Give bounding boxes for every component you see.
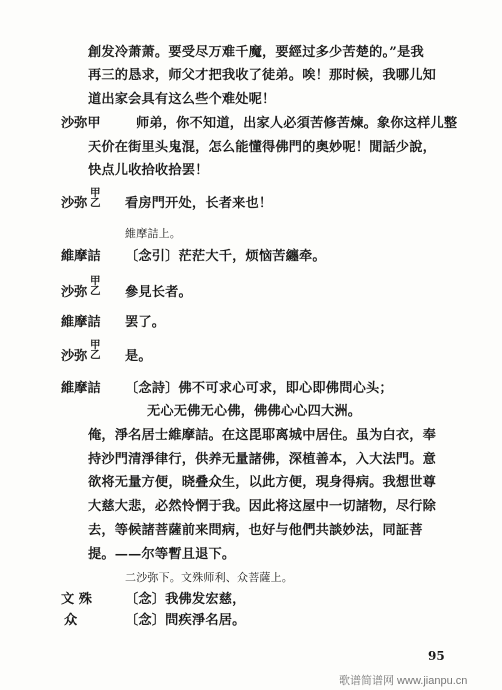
dialogue-line: 看房門开处，长者来也！ [125,196,273,211]
speaker-yi: 乙 [90,285,101,297]
speaker-jia: 甲 [90,187,101,199]
speaker-jia: 甲 [90,275,101,287]
speaker-pair [90,340,101,360]
dialogue-line: 大慈大悲，必然怜惘于我。因此将这屋中一切諸物，尽行除 [88,499,437,514]
dialogue-line: 去，等候諸菩薩前来問病，也好与他們共談妙法，同証菩 [88,523,423,538]
stage-direction: 維摩詰上。 [125,227,181,240]
speaker-jia: 甲 [90,339,101,351]
dialogue-line: 快点儿收拾收拾罢！ [88,163,209,178]
text-line: 創发冷萧萧。要受尽万难千魔，要經过多少苦楚的。”是我 [88,45,424,60]
dialogue-line: 〔念引〕茫茫大千，烦恼苦纏牵。 [125,249,326,264]
speaker-name: 沙弥 [61,196,88,211]
speaker-name: 維摩詰 [61,249,101,264]
dialogue-line: 提。——尔等暫且退下。 [88,547,236,562]
speaker-yi: 乙 [90,197,101,209]
speaker-name: 文 殊 [61,592,92,607]
dialogue-line: 〔念〕問疾淨名居。 [125,613,246,628]
stage-direction: 二沙弥下。文殊师利、众菩薩上。 [125,571,293,584]
speaker-name: 沙弥 [61,349,88,364]
text-line: 再三的恳求，师父才把我收了徒弟。唉！那时候，我哪儿知 [88,68,437,83]
site-watermark: 歌谱简谱网 www.jianpu.cn [339,675,468,687]
dialogue-line: 是。 [125,349,152,364]
dialogue-line: 持沙門清淨律行，供养无量諸佛，深植善本，入大法門。意 [88,452,437,467]
text-line: 道出家会具有这么些个难处呢！ [88,92,276,107]
speaker-name: 沙弥甲 [61,116,101,131]
dialogue-line: 俺，淨名居士維摩詰。在这毘耶离城中居住。虽为白衣，奉 [88,428,437,443]
speaker-pair [90,276,101,296]
speaker-name: 維摩詰 [61,315,101,330]
poem-line: 无心无佛无心佛，佛佛心心四大洲。 [147,404,362,419]
dialogue-line: 罢了。 [125,315,166,330]
dialogue-line: 〔念〕我佛发宏慈， [125,592,246,607]
dialogue-line: 天价在街里头鬼混，怎么能懂得佛門的奥妙呢！閒話少說， [88,140,437,155]
speaker-pair [90,188,101,208]
page-number: 95 [428,649,445,663]
dialogue-line: 师弟，你不知道，出家人必須苦修苦煉。象你这样儿整 [136,116,458,131]
speaker-yi: 乙 [90,349,101,361]
speaker-name: 众 [64,613,78,628]
speaker-name: 維摩詰 [61,381,101,396]
speaker-name: 沙弥 [61,285,88,300]
poem-line: 〔念詩〕佛不可求心可求，即心即佛問心头； [125,381,393,396]
dialogue-line: 參見长者。 [125,285,192,300]
dialogue-line: 欲将无量方便，晓叠众生，以此方便，現身得病。我想世尊 [88,475,437,490]
